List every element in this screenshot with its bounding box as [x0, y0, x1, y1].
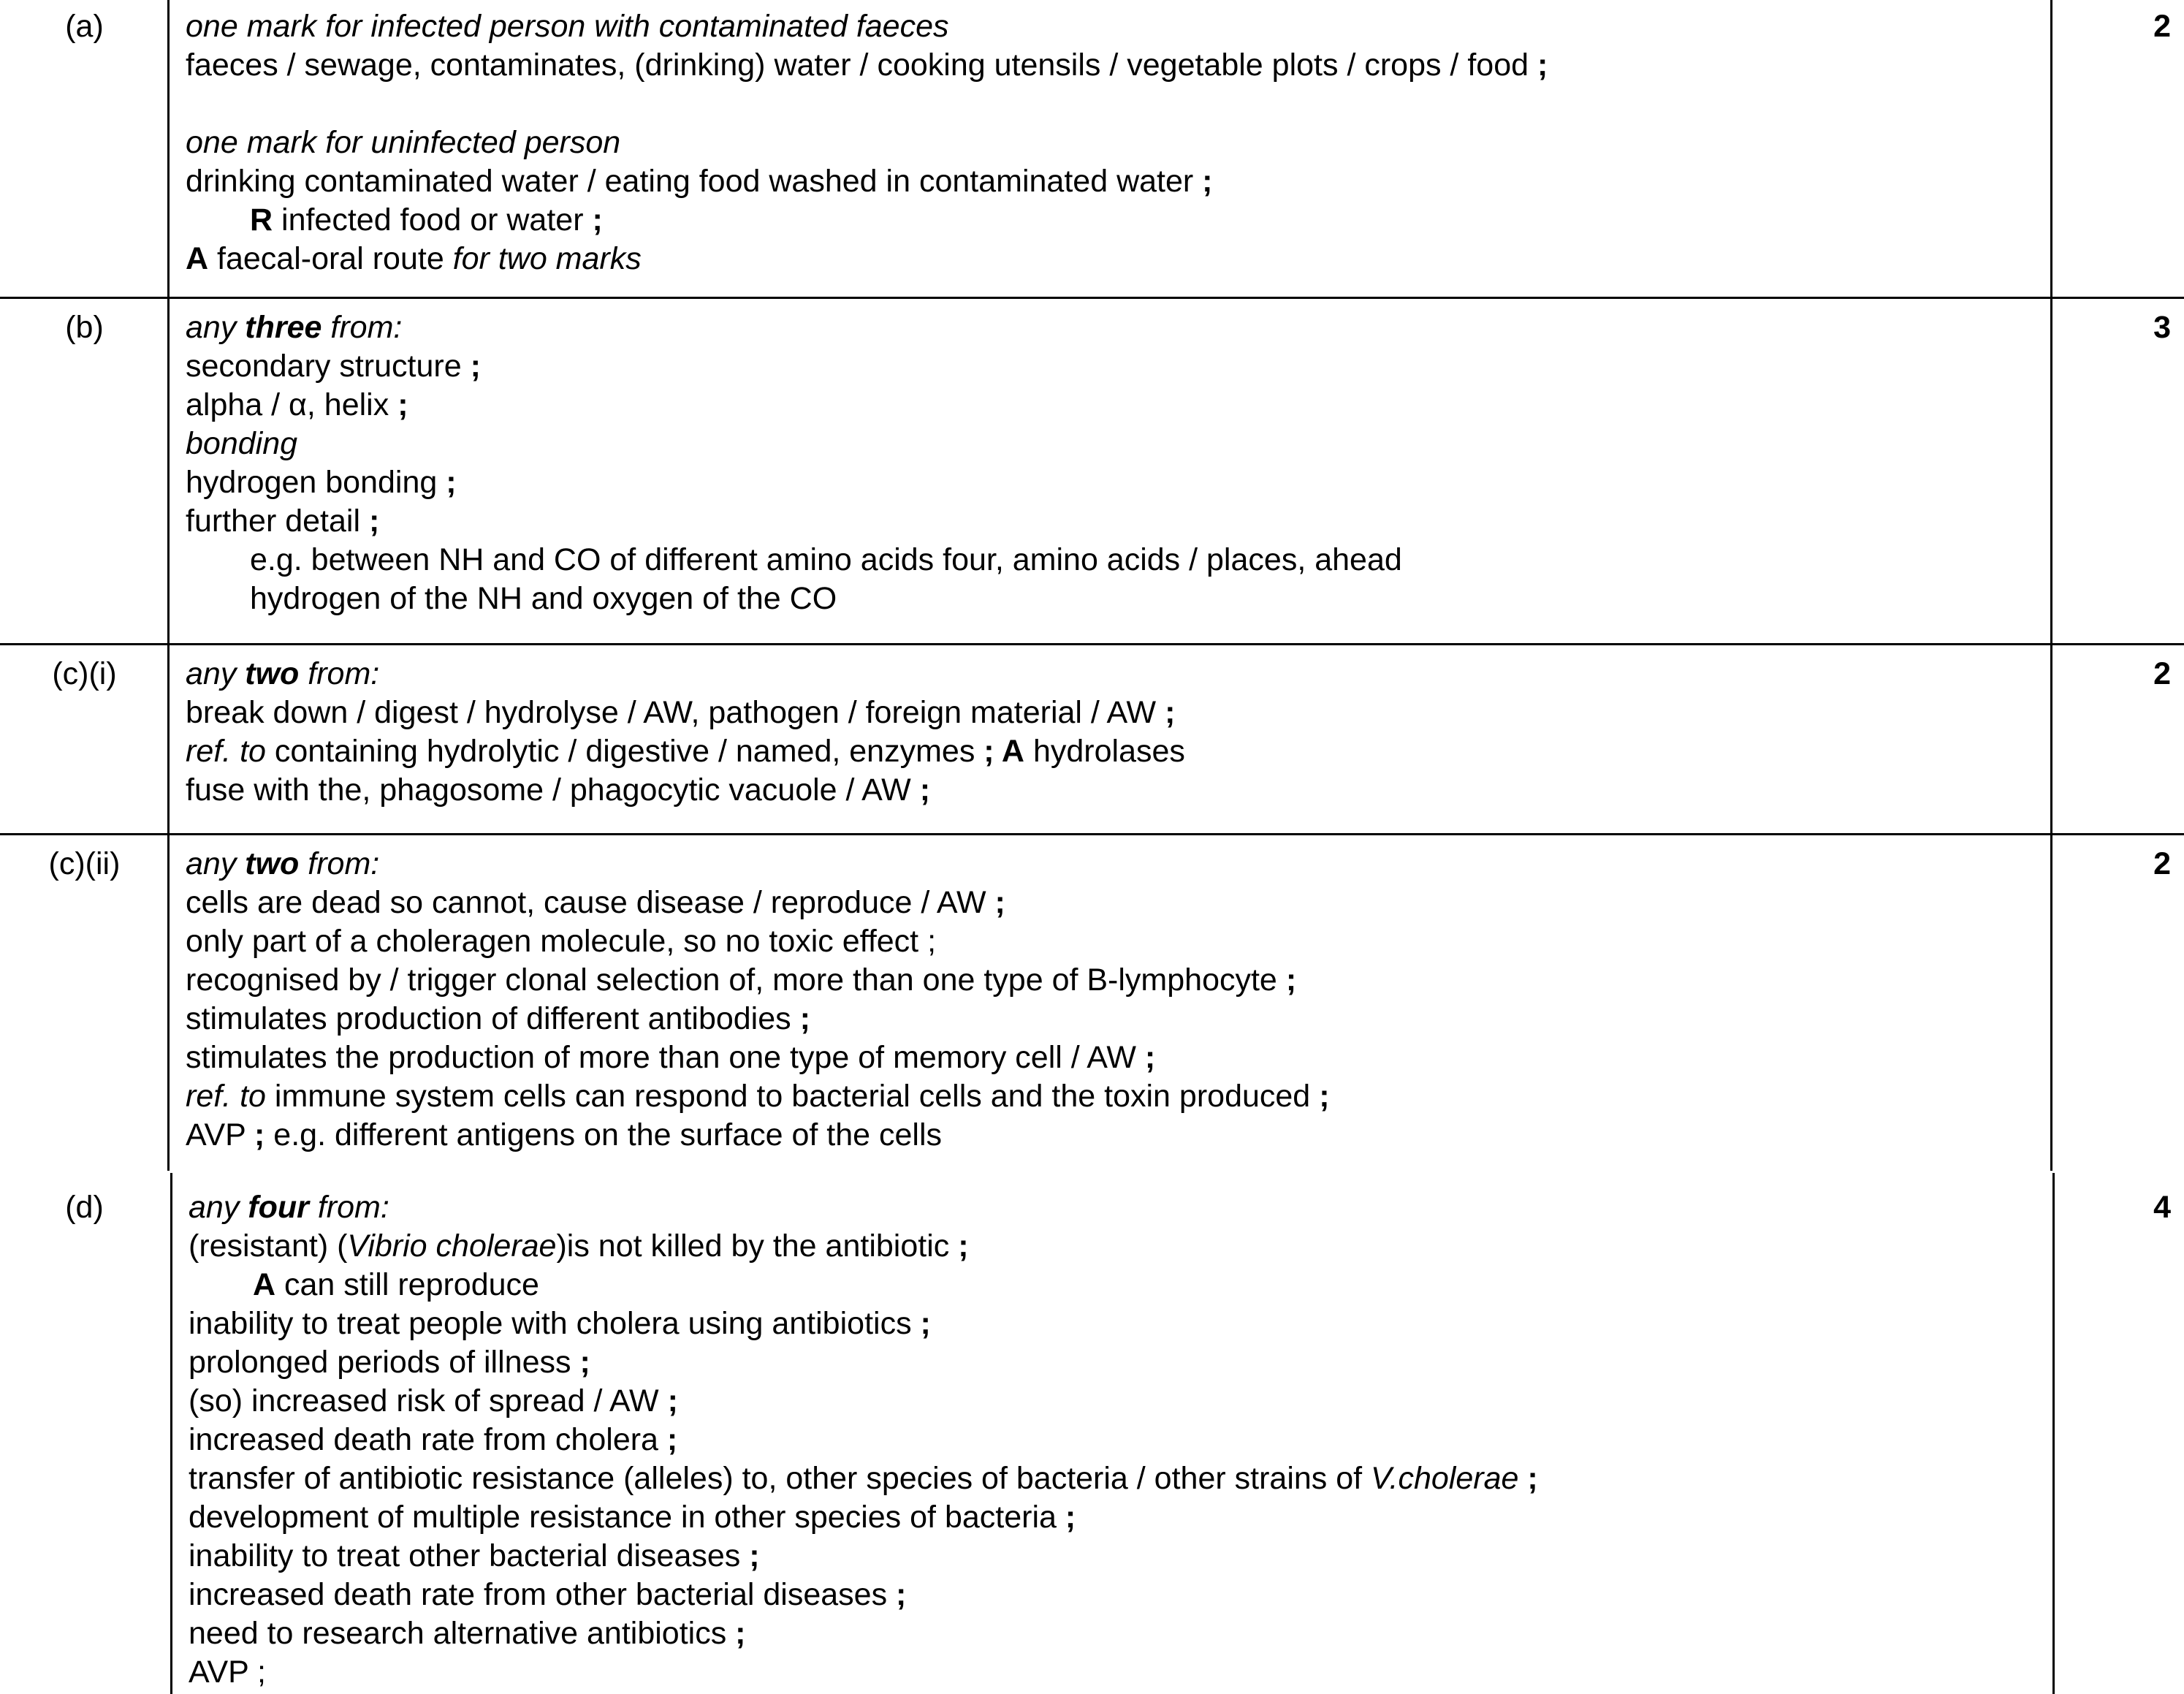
row-d	[0, 1171, 2184, 1694]
answer-run: one mark for infected person with contaminated faeces	[186, 9, 949, 44]
answer-run: ;	[368, 504, 380, 539]
answer-run: faeces / sewage, contaminates, (drinking) water / cooking utensils / vegetable plots / crops / food	[186, 48, 1537, 83]
answer-run: from:	[299, 656, 380, 691]
answer-run: immune system cells can respond to bacterial cells and the toxin produced	[265, 1079, 1320, 1114]
answer-run: from:	[321, 310, 403, 345]
row-c-i	[0, 645, 2184, 835]
marks-value: 2	[2153, 656, 2171, 691]
answer-line	[189, 1498, 1538, 1537]
answer-line	[186, 922, 1330, 961]
row-divider	[0, 297, 2184, 299]
answer-line	[186, 732, 1185, 771]
answer-run: ;	[470, 349, 481, 384]
answer-line	[189, 1188, 1538, 1227]
row-divider	[0, 643, 2184, 645]
answer-run: containing hydrolytic / digestive / named, enzymes	[265, 734, 984, 769]
answer-run: hydrogen of the NH and oxygen of the CO	[250, 581, 837, 616]
marks-value: 4	[2153, 1190, 2171, 1225]
answer-line	[189, 1537, 1538, 1576]
answer-run: prolonged periods of illness	[189, 1345, 580, 1380]
answer-line	[186, 7, 1548, 46]
answer-run: Vibrio cholerae	[347, 1228, 557, 1264]
answer-run: recognised by / trigger clonal selection of, more than one type of B-lymphocyte	[186, 962, 1286, 998]
answer-text	[186, 7, 1548, 278]
answer-line	[186, 1116, 1330, 1155]
answer-run: can still reproduce	[275, 1267, 539, 1302]
answer-run: drinking contaminated water / eating food washed in contaminated water	[186, 164, 1203, 199]
answer-line	[186, 162, 1548, 201]
answer-line	[186, 694, 1185, 732]
answer-line	[186, 201, 1548, 240]
answer-run: need to research alternative antibiotics	[189, 1616, 736, 1651]
answer-line	[189, 1227, 1538, 1266]
answer-run: any	[189, 1190, 248, 1225]
answer-run: ; A	[983, 734, 1024, 769]
answer-run: ;	[592, 202, 603, 238]
marks-value: 2	[2153, 846, 2171, 881]
answer-run: (resistant) (	[189, 1228, 348, 1264]
answer-run: e.g. different antigens on the surface of the cells	[265, 1117, 943, 1152]
answer-run: transfer of antibiotic resistance (alleles) to, other species of bacteria / other strains of	[189, 1461, 1371, 1496]
answer-run: ;	[1319, 1079, 1330, 1114]
answer-line	[186, 386, 1402, 425]
answer-line	[186, 124, 1548, 162]
answer-line	[186, 1038, 1330, 1077]
answer-run: two	[245, 656, 300, 691]
answer-run: ;	[254, 1117, 265, 1152]
answer-run: bonding	[186, 426, 298, 461]
answer-text	[186, 845, 1330, 1155]
marks-value: 3	[2153, 310, 2171, 345]
answer-run: further detail	[186, 504, 369, 539]
answer-line	[189, 1576, 1538, 1614]
answer-run: ;	[920, 1306, 931, 1341]
answer-run: R	[250, 202, 273, 238]
answer-run: any	[186, 846, 246, 881]
answer-run: ;	[1202, 164, 1213, 199]
answer-run: stimulates production of different antibodies	[186, 1001, 800, 1036]
answer-run: V.cholerae	[1371, 1461, 1519, 1496]
answer-text	[186, 655, 1185, 810]
answer-line	[186, 541, 1402, 580]
answer-run: ;	[1144, 1040, 1156, 1075]
answer-line	[186, 46, 1548, 85]
question-number: (a)	[65, 9, 104, 44]
answer-line	[189, 1614, 1538, 1653]
answer-run: ;	[749, 1538, 760, 1573]
answer-line	[186, 463, 1402, 502]
answer-run: ;	[1537, 48, 1548, 83]
question-number: (d)	[65, 1190, 104, 1225]
answer-line	[186, 771, 1185, 810]
column-divider	[2050, 0, 2052, 1171]
answer-line	[186, 1077, 1330, 1116]
answer-run: ;	[579, 1345, 590, 1380]
answer-run: ;	[958, 1228, 969, 1264]
answer-run: hydrolases	[1024, 734, 1185, 769]
answer-run: ;	[799, 1001, 810, 1036]
answer-run: ;	[1285, 962, 1297, 998]
answer-line	[186, 347, 1402, 386]
answer-run: ;	[1518, 1461, 1538, 1496]
answer-run: increased death rate from other bacterial diseases	[189, 1577, 897, 1612]
answer-line	[189, 1304, 1538, 1343]
answer-run: three	[245, 310, 322, 345]
answer-run: ;	[735, 1616, 746, 1651]
answer-run: two	[245, 846, 300, 881]
answer-run: hydrogen bonding	[186, 465, 446, 500]
answer-run: AVP ;	[189, 1655, 266, 1690]
row-divider	[0, 833, 2184, 835]
answer-line	[186, 425, 1402, 463]
answer-run: ;	[666, 1422, 678, 1457]
answer-line	[186, 85, 1548, 124]
answer-run: fuse with the, phagosome / phagocytic vacuole / AW	[186, 772, 920, 808]
answer-run: cells are dead so cannot, cause disease / reproduce / AW	[186, 885, 995, 920]
answer-line	[186, 240, 1548, 278]
answer-text	[186, 308, 1402, 618]
column-divider	[170, 1173, 172, 1694]
answer-run: inability to treat people with cholera using antibiotics	[189, 1306, 921, 1341]
marks-value: 2	[2153, 9, 2171, 44]
answer-run: stimulates the production of more than one type of memory cell / AW	[186, 1040, 1145, 1075]
answer-run: alpha / α, helix	[186, 387, 398, 422]
answer-run: faecal-oral route	[208, 241, 453, 276]
answer-run: ;	[446, 465, 457, 500]
answer-run: e.g. between NH and CO of different amino acids four, amino acids / places, ahead	[250, 542, 1402, 577]
row-b	[0, 298, 2184, 645]
row-a	[0, 0, 2184, 298]
answer-run: ;	[1165, 695, 1176, 730]
question-number: (c)(ii)	[48, 846, 121, 881]
answer-run: increased death rate from cholera	[189, 1422, 667, 1457]
answer-run: secondary structure	[186, 349, 471, 384]
answer-run: ;	[667, 1383, 678, 1418]
answer-line	[186, 961, 1330, 1000]
answer-line	[186, 580, 1402, 618]
answer-line	[189, 1382, 1538, 1421]
answer-run: (so) increased risk of spread / AW	[189, 1383, 668, 1418]
answer-run: for two marks	[452, 241, 642, 276]
answer-run: break down / digest / hydrolyse / AW, pathogen / foreign material / AW	[186, 695, 1165, 730]
answer-run: )is not killed by the antibiotic	[556, 1228, 959, 1264]
answer-run: infected food or water	[273, 202, 593, 238]
answer-line	[186, 308, 1402, 347]
answer-run: four	[248, 1190, 309, 1225]
answer-run: ref. to	[186, 1079, 266, 1114]
answer-run: ;	[397, 387, 408, 422]
answer-run: ;	[896, 1577, 907, 1612]
question-number: (b)	[65, 310, 104, 345]
answer-run: any	[186, 310, 246, 345]
answer-line	[189, 1266, 1538, 1304]
answer-text	[189, 1188, 1538, 1692]
answer-line	[186, 884, 1330, 922]
answer-run: ref. to	[186, 734, 266, 769]
answer-run: AVP	[186, 1117, 255, 1152]
answer-line	[186, 845, 1330, 884]
answer-line	[186, 655, 1185, 694]
column-divider	[2052, 1173, 2055, 1694]
answer-line	[189, 1343, 1538, 1382]
answer-line	[189, 1421, 1538, 1459]
row-c-ii	[0, 835, 2184, 1171]
answer-run: any	[186, 656, 246, 691]
column-divider	[167, 0, 170, 1171]
answer-line	[189, 1653, 1538, 1692]
answer-run: A	[253, 1267, 276, 1302]
answer-run: A	[186, 241, 209, 276]
answer-line	[186, 502, 1402, 541]
answer-run: inability to treat other bacterial diseases	[189, 1538, 750, 1573]
answer-line	[186, 1000, 1330, 1038]
question-number: (c)(i)	[52, 656, 117, 691]
answer-run: from:	[299, 846, 380, 881]
answer-run: ;	[1065, 1500, 1076, 1535]
answer-run: one mark for uninfected person	[186, 125, 621, 160]
answer-line	[189, 1459, 1538, 1498]
answer-run: from:	[308, 1190, 389, 1225]
answer-run: development of multiple resistance in other species of bacteria	[189, 1500, 1065, 1535]
answer-run: only part of a choleragen molecule, so no toxic effect ;	[186, 924, 937, 959]
answer-run: ;	[919, 772, 931, 808]
answer-run: ;	[994, 885, 1005, 920]
